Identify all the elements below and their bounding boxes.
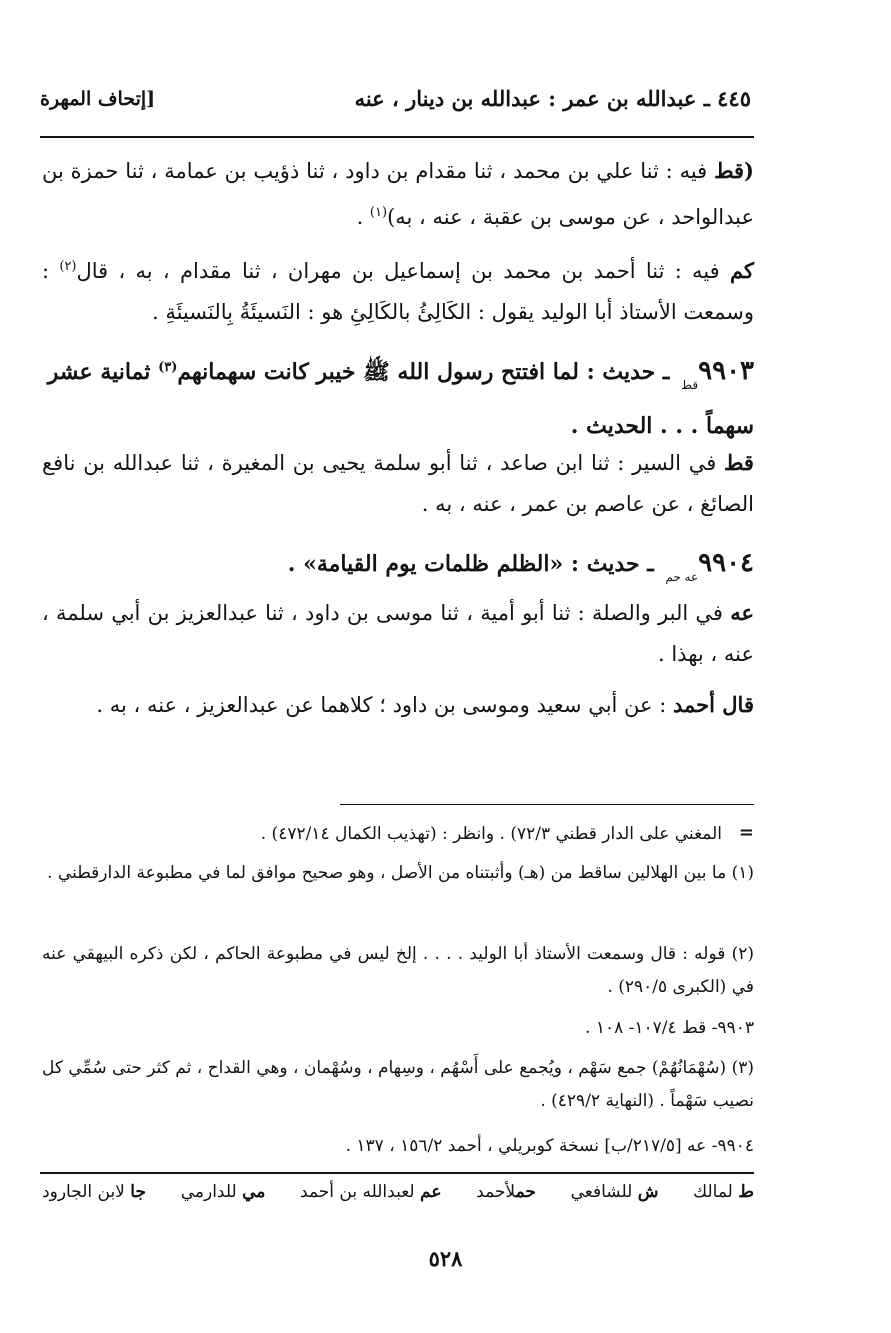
- header-book-title: [إتحاف المهرة: [40, 88, 156, 110]
- footnote-3: (٣) (سُهْمَانُهُمْ) جمع سَهْم ، ويُجمع على أَسْهُم ، وسِهام ، وسُهْمان ، وهي القداح ، ثم كثر حتى سُمِّي كل نصيب سَهْماً . (النهاية ٤٢٩/٢) .: [42, 1058, 754, 1111]
- legend-item: مي للدارمي: [180, 1182, 266, 1202]
- legend-item: ط لمالك: [693, 1182, 754, 1202]
- hadith-text: ـ حديث : «الظلم ظلمات يوم القيامة» .: [287, 551, 662, 577]
- header-title: ٤٤٥ ـ عبدالله بن عمر : عبدالله بن دينار ، عنه: [354, 86, 751, 111]
- hadith-text: ـ حديث : لما افتتح رسول الله ﷺ خيبر كانت سهمانهم: [177, 359, 677, 385]
- header-rule: [40, 136, 754, 138]
- hadith-9904-heading: [42, 543, 754, 598]
- legend-item: ش للشافعي: [570, 1182, 659, 1202]
- footnote-mark-1[interactable]: (١): [369, 205, 388, 220]
- footnote-continuation-mark: =: [738, 822, 754, 843]
- footnote-mark-2[interactable]: (٢): [59, 259, 77, 274]
- hadith-number: ٩٩٠٣: [698, 356, 754, 386]
- hadith-text-cont: ثمانية عشر سهماً . . . الحديث .: [47, 359, 754, 439]
- footnote-continuation: المغني على الدار قطني ٧٢/٣) . وانظر : (تهذيب الكمال ٤٧٢/١٤) .: [260, 824, 722, 844]
- paragraph-text: : عن أبي سعيد وموسى بن داود ؛ كلاهما عن عبدالعزيز ، عنه ، به .: [96, 693, 673, 717]
- paragraph-daraqutni-isnad: [42, 150, 754, 238]
- reference-9904: ٩٩٠٤- عه [٢١٧/٥/ب] نسخة كوبريلي ، أحمد ١٥٦/٢ ، ١٣٧ .: [345, 1136, 754, 1156]
- page-number: ٥٢٨: [428, 1246, 463, 1271]
- source-label: (قط: [714, 158, 754, 183]
- reference-9903: ٩٩٠٣- قط ١٠٧/٤- ١٠٨ .: [585, 1018, 754, 1038]
- paragraph-awana-isnad: [42, 592, 754, 675]
- hadith-sigla: عه حم: [665, 570, 699, 584]
- paragraph-ahmad-isnad: [42, 684, 754, 726]
- paragraph-text: فيه : ثنا علي بن محمد ، ثنا مقدام بن داود ، ثنا ذؤيب بن عمامة ، ثنا حمزة بن عبدالواحد ، عن موسى بن عقبة ، عنه ، به): [42, 159, 754, 229]
- legend-item: حملأحمد: [476, 1182, 536, 1202]
- paragraph-text: في البر والصلة : ثنا أبو أمية ، ثنا موسى بن داود ، ثنا عبدالعزيز بن أبي سلمة ، عنه ، بهذا .: [42, 601, 754, 666]
- sigla-legend: [42, 1182, 754, 1202]
- source-label: كم: [730, 258, 754, 283]
- paragraph-text-cont: : وسمعت الأستاذ أبا الوليد يقول : الكَالِئُ بالكَالِئِ هو : النَسيئَةُ بِالنَسيئَةِ .: [42, 259, 754, 324]
- source-label: عه: [730, 600, 754, 625]
- hadith-sigla: قط: [681, 378, 699, 392]
- source-label: قال أحمد: [673, 692, 754, 717]
- footnote-mark-3[interactable]: (٣): [158, 360, 178, 375]
- hadith-number: ٩٩٠٤: [698, 548, 754, 578]
- footnote-2: (٢) قوله : قال وسمعت الأستاذ أبا الوليد . . . . إلخ ليس في مطبوعة الحاكم ، لكن ذكره البيهقي عنه في (الكبرى ٢٩٠/٥) .: [42, 944, 754, 997]
- legend-rule: [40, 1172, 754, 1174]
- paragraph-hakim-isnad: [42, 246, 754, 333]
- legend-item: عم لعبدالله بن أحمد: [300, 1182, 442, 1202]
- paragraph-text: فيه : ثنا أحمد بن محمد بن إسماعيل بن مهران ، ثنا مقدام ، به ، قال: [76, 259, 720, 283]
- legend-item: جا لابن الجارود: [42, 1182, 146, 1202]
- footnote-1: (١) ما بين الهلالين ساقط من (هـ) وأثبتناه من الأصل ، وهو صحيح موافق لما في مطبوعة الدارقطني .: [47, 863, 754, 883]
- paragraph-text: في السير : ثنا ابن صاعد ، ثنا أبو سلمة يحيى بن المغيرة ، ثنا عبدالله بن نافع الصائغ ، عن عاصم بن عمر ، عنه ، به .: [42, 451, 754, 516]
- hadith-9903-heading: [42, 347, 754, 447]
- footnote-separator: [340, 804, 754, 805]
- source-label: قط: [724, 450, 754, 475]
- running-header: [40, 86, 751, 120]
- paragraph-end: .: [356, 205, 370, 229]
- paragraph-daraqutni-siyar: [42, 442, 754, 525]
